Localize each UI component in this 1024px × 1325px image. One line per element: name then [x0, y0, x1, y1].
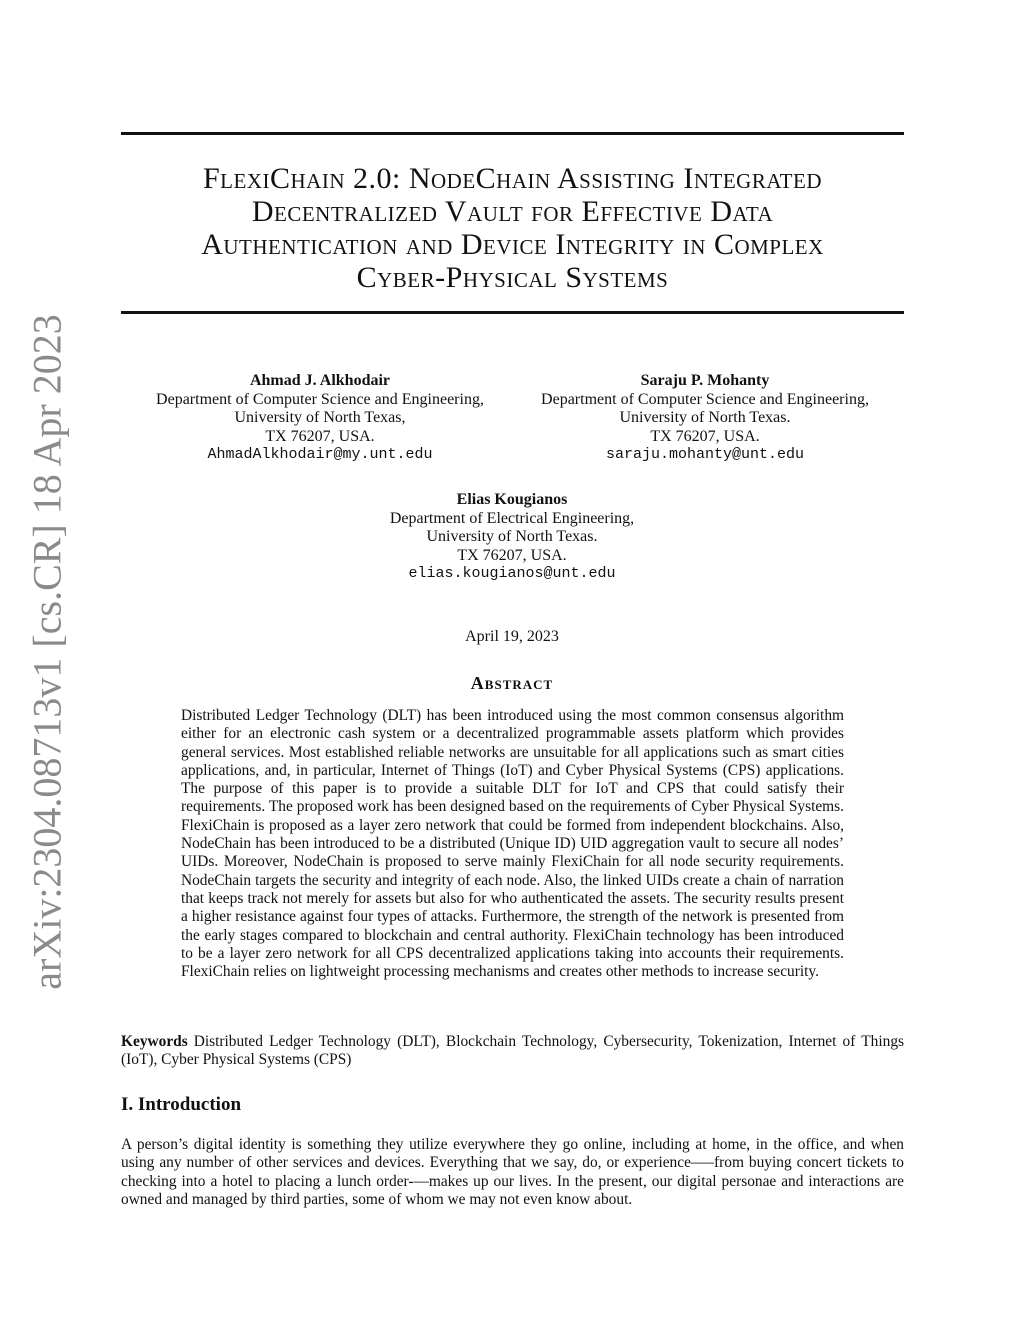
author-name: Saraju P. Mohanty — [640, 372, 770, 389]
title-line-4: Cyber-Physical Systems — [356, 261, 669, 294]
keywords-label-rest: eywords — [132, 1033, 188, 1050]
arxiv-identifier-stamp — [18, 314, 76, 990]
introduction-text: A person’s digital identity is something they utilize everywhere they go online, including at home, in the office, and when using any number of other services and devices. Everything that we say, do, or experience—–from buying concert tickets to checking into a hotel to placing a lunch order-—makes up our lives. In the present, our digital personae and interactions are owned and managed by third parties, some of whom we may not even know about. — [121, 1136, 904, 1208]
abstract-heading: Abstract — [470, 673, 554, 693]
keywords-label-initial: K — [121, 1033, 133, 1050]
author-email[interactable]: saraju.mohanty@unt.edu — [605, 446, 805, 463]
author-name: Elias Kougianos — [456, 491, 568, 508]
publication-date: April 19, 2023 — [465, 628, 559, 645]
author-email[interactable]: elias.kougianos@unt.edu — [408, 565, 616, 582]
arxiv-identifier-text: arXiv:2304.08713v1 [cs.CR] 18 Apr 2023 — [24, 314, 70, 990]
author-department: Department of Electrical Engineering, — [389, 509, 635, 527]
keywords-text: Distributed Ledger Technology (DLT), Blockchain Technology, Cybersecurity, Tokenization, Internet of Things (IoT), Cyber Physical Systems (CPS) — [121, 1033, 904, 1069]
author-email[interactable]: AhmadAlkhodair@my.unt.edu — [207, 446, 433, 463]
title-line-2: Decentralized Vault for Effective Data — [251, 195, 774, 228]
author-location: TX 76207, USA. — [650, 427, 760, 445]
title-top-rule — [121, 132, 904, 135]
section-heading-introduction: I. Introduction — [121, 1094, 242, 1115]
author-department: Department of Computer Science and Engineering, — [156, 390, 484, 408]
keywords-paragraph — [121, 1033, 904, 1070]
abstract-text: Distributed Ledger Technology (DLT) has been introduced using the most common consensus algorithm either for an electronic cash system or a decentralized programmable assets platform which provides general services. Most established reliable networks are unsuitable for all applications such as smart cities applications, and, in particular, Internet of Things (IoT) and Cyber Physical Systems (CPS) applications. The purpose of this paper is to provide a suitable DLT for IoT and CPS that could satisfy their requirements. The proposed work has been designed based on the requirements of Cyber Physical Systems. FlexiChain is proposed as a layer zero network that could be formed from independent blockchains. Also, NodeChain has been introduced to be a distributed (Unique ID) UID aggregation vault to secure all nodes’ UIDs. Moreover, NodeChain is proposed to serve mainly FlexiChain for all node security requirements. NodeChain targets the security and integrity of each node. Also, the linked UIDs create a chain of narration that keeps track not merely for assets but also for who authenticated the assets. The security results present a higher resistance against four types of attacks. Furthermore, the strength of the network is presented from the early stages compared to blockchain and central authority. FlexiChain technology has been introduced to be a layer zero network for all CPS decentralized applications taking into accounts their requirements. FlexiChain relies on lightweight processing mechanisms and creates other methods to increase security. — [181, 707, 844, 981]
author-university: University of North Texas. — [426, 528, 598, 545]
author-university: University of North Texas. — [619, 409, 791, 426]
author-university: University of North Texas, — [234, 409, 406, 426]
author-department: Department of Computer Science and Engineering, — [541, 390, 869, 408]
title-line-3: Authentication and Device Integrity in Complex — [201, 228, 824, 261]
title-line-1: FlexiChain 2.0: NodeChain Assisting Integrated — [203, 162, 822, 195]
author-block-1 — [120, 372, 520, 465]
keywords-label — [121, 1033, 188, 1050]
author-block-3 — [312, 491, 712, 584]
title-bottom-rule — [121, 311, 904, 314]
paper-title — [121, 162, 904, 294]
author-location: TX 76207, USA. — [265, 427, 375, 445]
author-block-2 — [505, 372, 905, 465]
author-location: TX 76207, USA. — [457, 546, 567, 564]
author-name: Ahmad J. Alkhodair — [249, 372, 391, 389]
